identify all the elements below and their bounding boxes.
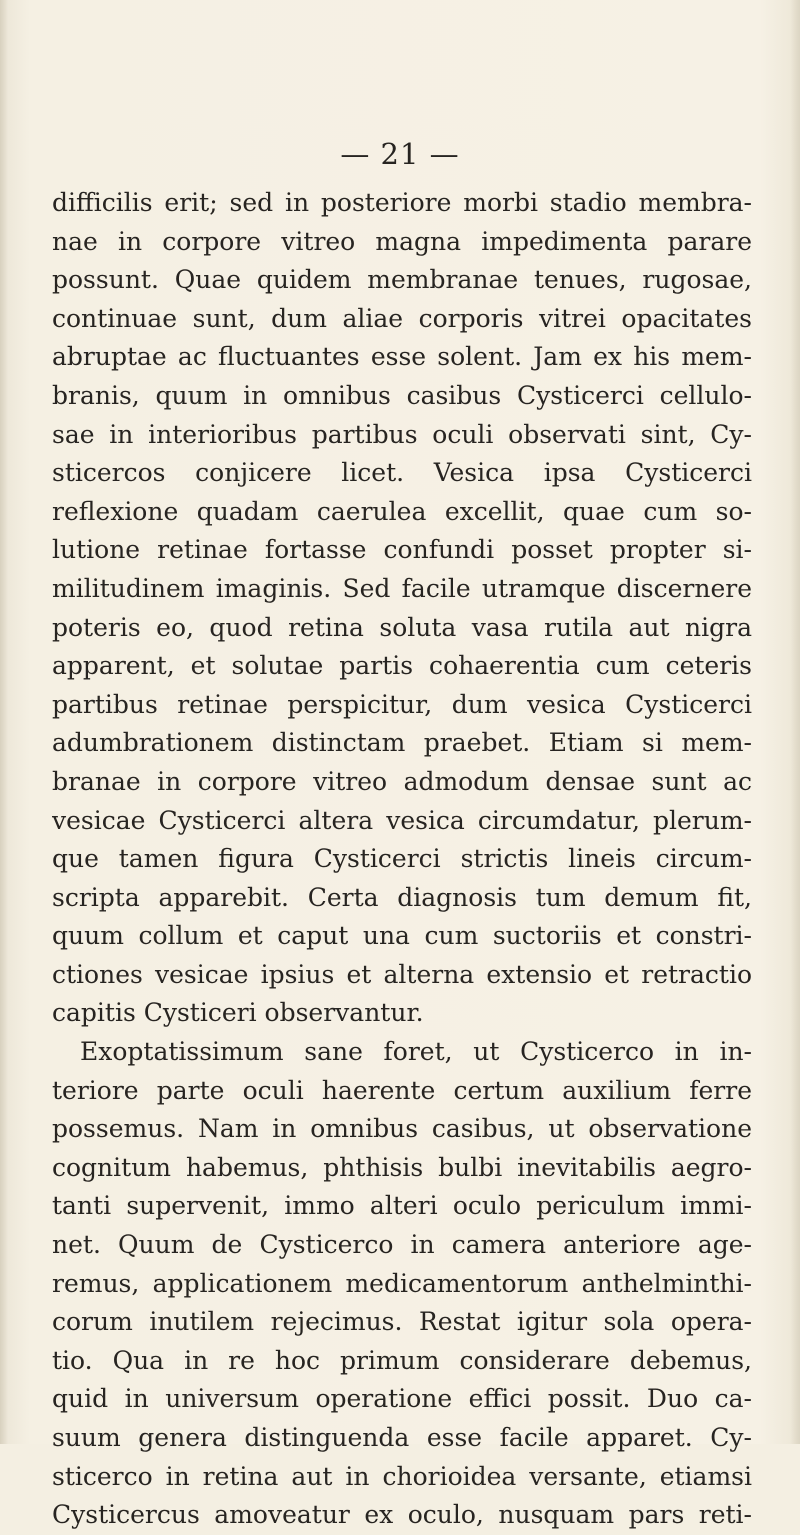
text-line: que tamen figura Cysticerci strictis lineis circum- xyxy=(52,844,752,874)
text-line: abruptae ac fluctuantes esse solent. Jam ex his mem- xyxy=(52,342,752,372)
text-line: quid in universum operatione effici possit. Duo ca- xyxy=(52,1384,752,1414)
text-line: tanti supervenit, immo alteri oculo periculum immi- xyxy=(52,1191,752,1221)
text-line: net. Quum de Cysticerco in camera anteriore age- xyxy=(52,1230,752,1260)
paragraph-start-line: Exoptatissimum sane foret, ut Cysticerco in in- xyxy=(80,1037,752,1067)
text-line: teriore parte oculi haerente certum auxilium ferre xyxy=(52,1075,752,1105)
text-line: sticerco in retina aut in chorioidea versante, etiamsi xyxy=(52,1461,752,1491)
paragraph-end-line: capitis Cysticeri observantur. xyxy=(52,998,424,1028)
text-line: continuae sunt, dum aliae corporis vitrei opacitates xyxy=(52,303,752,333)
text-line: vesicae Cysticerci altera vesica circumdatur, plerum- xyxy=(52,805,752,835)
text-line: ctiones vesicae ipsius et alterna extensio et retractio xyxy=(52,959,752,989)
text-line: militudinem imaginis. Sed facile utramque discernere xyxy=(52,573,752,603)
text-line: sae in interioribus partibus oculi observati sint, Cy- xyxy=(52,419,752,449)
text-line: quum collum et caput una cum suctoriis et constri- xyxy=(52,921,752,951)
text-line: reflexione quadam caerulea excellit, quae cum so- xyxy=(52,496,752,526)
text-line: nae in corpore vitreo magna impedimenta parare xyxy=(52,226,752,256)
text-line: possemus. Nam in omnibus casibus, ut observatione xyxy=(52,1114,752,1144)
text-line: partibus retinae perspicitur, dum vesica Cysticerci xyxy=(52,689,752,719)
body-text xyxy=(52,184,752,1535)
text-line: lutione retinae fortasse confundi posset propter si- xyxy=(52,535,752,565)
page-edge-left xyxy=(0,0,8,1444)
text-line: suum genera distinguenda esse facile apparet. Cy- xyxy=(52,1423,752,1452)
text-line: cognitum habemus, phthisis bulbi inevitabilis aegro- xyxy=(52,1152,752,1182)
text-line: sticercos conjicere licet. Vesica ipsa Cysticerci xyxy=(52,458,752,488)
page-number: — 21 — xyxy=(340,137,460,171)
text-line: possunt. Quae quidem membranae tenues, rugosae, xyxy=(52,265,752,295)
text-line: tio. Qua in re hoc primum considerare debemus, xyxy=(52,1345,752,1375)
text-line: difficilis erit; sed in posteriore morbi stadio membra- xyxy=(52,188,752,217)
text-line: poteris eo, quod retina soluta vasa rutila aut nigra xyxy=(52,612,752,642)
text-line: remus, applicationem medicamentorum anthelminthi- xyxy=(52,1268,752,1298)
text-line: scripta apparebit. Certa diagnosis tum demum fit, xyxy=(52,882,752,912)
text-line: branis, quum in omnibus casibus Cysticerci cellulo- xyxy=(52,380,752,410)
text-line: adumbrationem distinctam praebet. Etiam si mem- xyxy=(52,728,752,758)
text-line: Cysticercus amoveatur ex oculo, nusquam pars reti- xyxy=(52,1500,752,1530)
text-line: branae in corpore vitreo admodum densae sunt ac xyxy=(52,766,752,796)
text-line: corum inutilem rejecimus. Restat igitur sola opera- xyxy=(52,1307,752,1337)
text-line: apparent, et solutae partis cohaerentia cum ceteris xyxy=(52,651,752,681)
page-edge-right xyxy=(790,0,800,1444)
